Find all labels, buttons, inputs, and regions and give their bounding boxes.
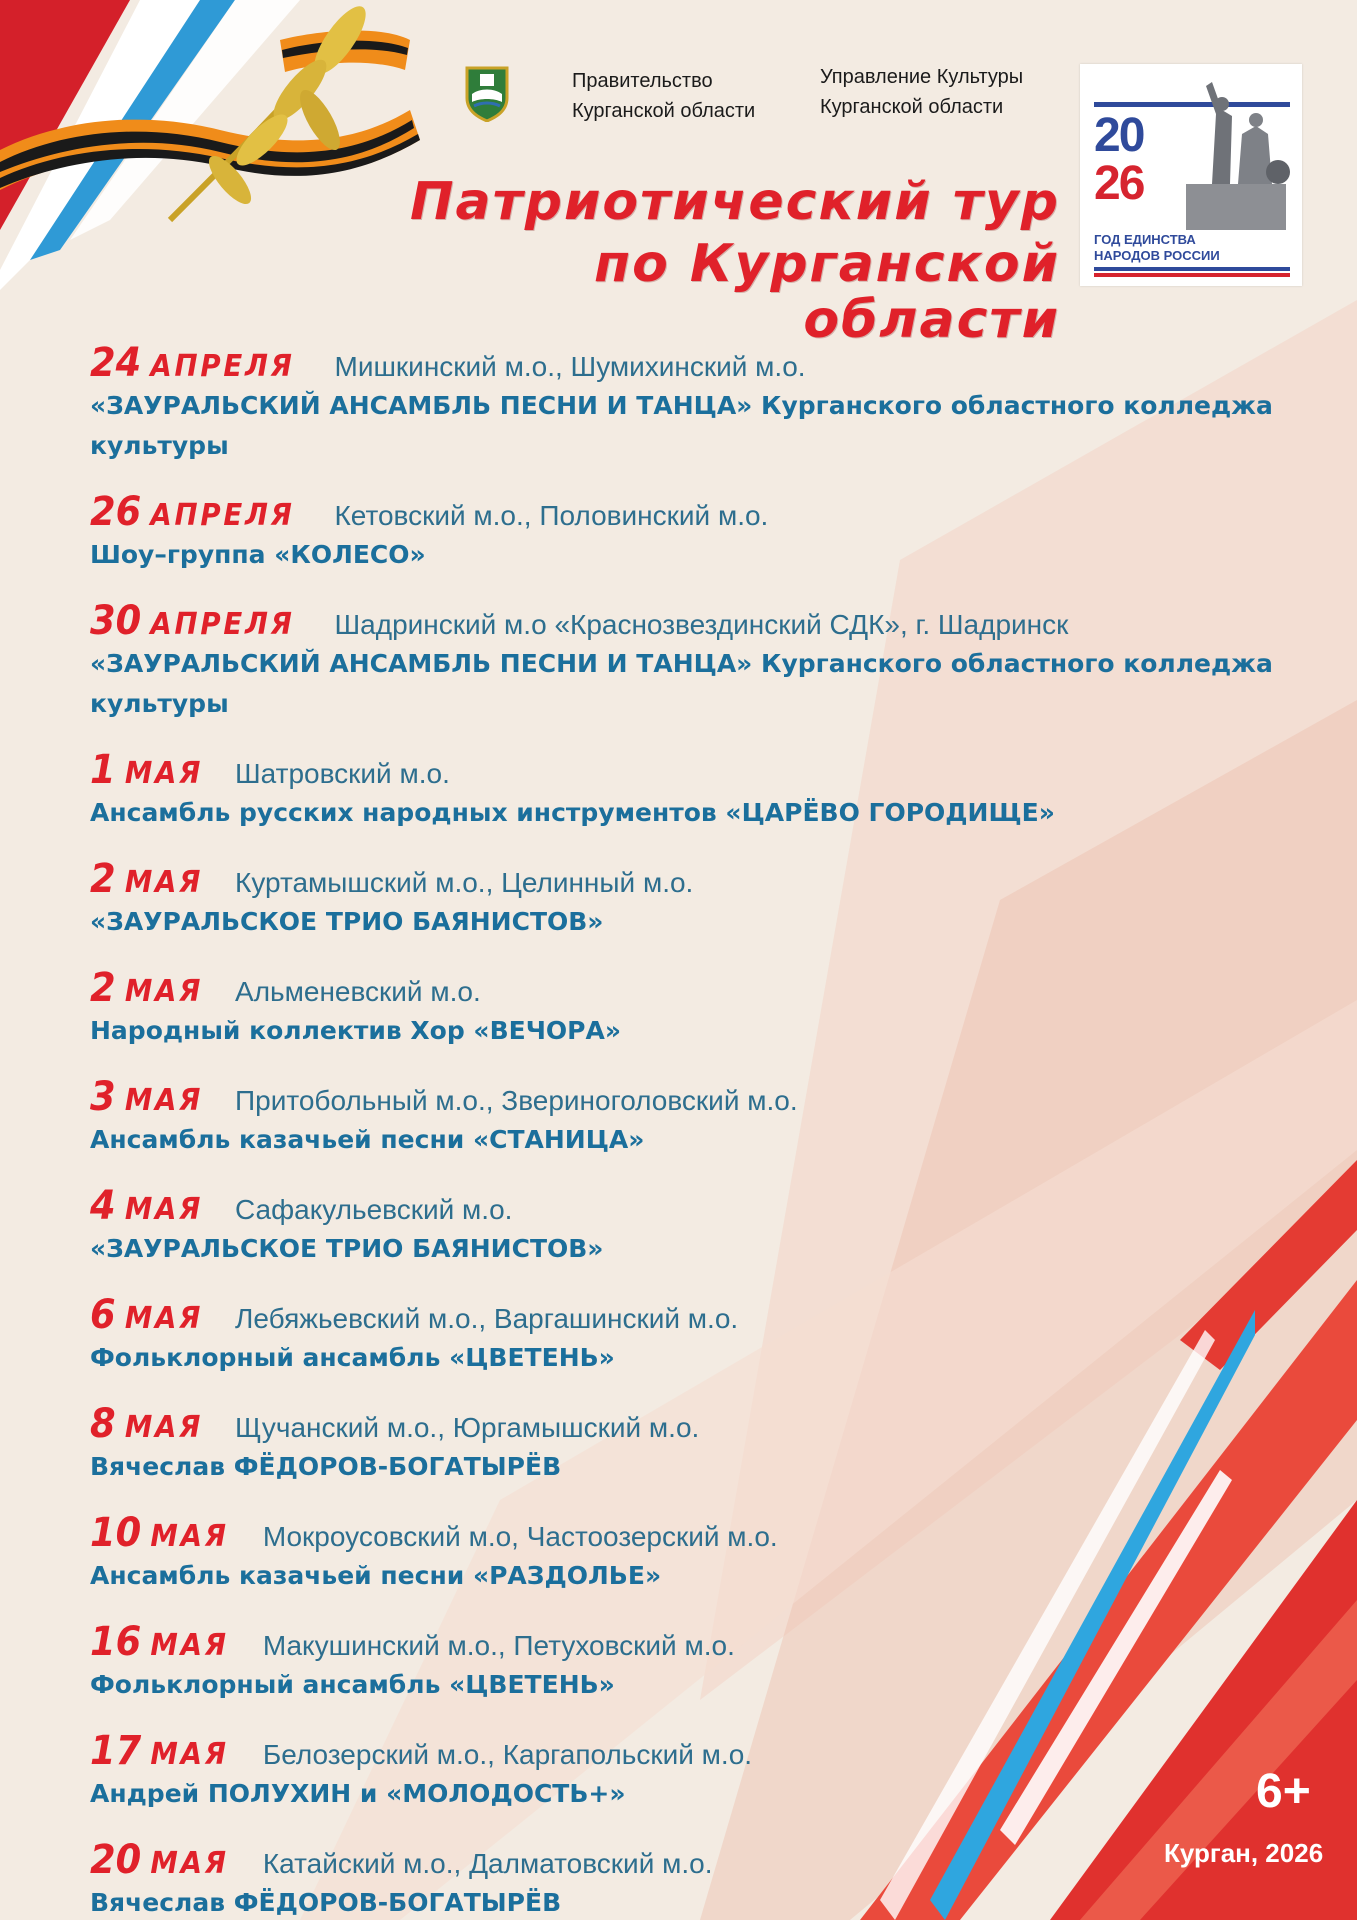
event-month: МАЯ: [150, 1737, 229, 1772]
event-item: [90, 1619, 1320, 1705]
event-performer: Шоу–группа «КОЛЕСО»: [90, 540, 426, 569]
event-date: [90, 965, 203, 1015]
event-performer: Народный коллектив Хор «ВЕЧОРА»: [90, 1016, 621, 1045]
event-item: [90, 598, 1320, 724]
event-list: [90, 340, 1320, 1920]
event-location: Катайский м.о., Далматовский м.о.: [262, 1848, 713, 1879]
logo-stripe-red-bottom: [1094, 273, 1290, 277]
event-day: 3: [90, 1074, 116, 1120]
event-performer: Андрей ПОЛУХИН и «МОЛОДОСТЬ+»: [90, 1779, 626, 1808]
event-month: МАЯ: [124, 1083, 204, 1118]
event-location: Мишкинский м.о., Шумихинский м.о.: [334, 351, 806, 382]
event-month: АПРЕЛЯ: [150, 349, 295, 384]
event-item: [90, 1292, 1320, 1378]
event-performer: «ЗАУРАЛЬСКИЙ АНСАМБЛЬ ПЕСНИ И ТАНЦА» Курганского областного колледжа культуры: [90, 391, 1273, 460]
logo-stripe-blue-bottom: [1094, 267, 1290, 271]
event-day: 24: [90, 340, 142, 386]
logo-caption: ГОД ЕДИНСТВА НАРОДОВ РОССИИ: [1094, 232, 1220, 263]
event-location: Макушинский м.о., Петуховский м.о.: [262, 1630, 735, 1661]
event-date: [90, 856, 203, 906]
event-day: 1: [90, 747, 116, 793]
event-location: Куртамышский м.о., Целинный м.о.: [235, 867, 694, 898]
event-performer: «ЗАУРАЛЬСКОЕ ТРИО БАЯНИСТОВ»: [90, 907, 604, 936]
event-date: [90, 1183, 203, 1233]
event-month: МАЯ: [124, 1301, 204, 1336]
event-item: [90, 1401, 1320, 1487]
event-date: [90, 489, 295, 539]
poster-title-line2: по Курганской области: [594, 234, 1060, 350]
event-performer: «ЗАУРАЛЬСКИЙ АНСАМБЛЬ ПЕСНИ И ТАНЦА» Курганского областного колледжа культуры: [90, 649, 1273, 718]
event-day: 10: [90, 1510, 142, 1556]
event-item: [90, 340, 1320, 466]
event-item: [90, 489, 1320, 575]
event-date: [90, 1837, 229, 1887]
age-rating: 6+: [1256, 1765, 1311, 1818]
event-day: 26: [90, 489, 142, 535]
event-date: [90, 1292, 203, 1342]
event-performer: Ансамбль русских народных инструментов «ЦАРЁВО ГОРОДИЩЕ»: [90, 798, 1055, 827]
event-item: [90, 1837, 1320, 1920]
poster-title-line1: Патриотический тур: [409, 172, 1060, 232]
event-performer: Фольклорный ансамбль «ЦВЕТЕНЬ»: [90, 1343, 615, 1372]
event-performer: Ансамбль казачьей песни «РАЗДОЛЬЕ»: [90, 1561, 662, 1590]
event-item: [90, 1183, 1320, 1269]
event-location: Мокроусовский м.о, Частоозерский м.о.: [262, 1521, 778, 1552]
org-government-label: Правительство Курганской области: [572, 70, 756, 122]
event-location: Притобольный м.о., Звериноголовский м.о.: [235, 1085, 798, 1116]
event-month: МАЯ: [150, 1519, 229, 1554]
event-item: [90, 965, 1320, 1051]
year-of-unity-logo: [1080, 64, 1302, 286]
event-item: [90, 1074, 1320, 1160]
event-performer: Вячеслав ФЁДОРОВ-БОГАТЫРЁВ: [90, 1888, 562, 1917]
event-month: МАЯ: [124, 1192, 204, 1227]
event-location: Сафакульевский м.о.: [235, 1194, 513, 1225]
event-date: [90, 747, 203, 797]
event-performer: Ансамбль казачьей песни «СТАНИЦА»: [90, 1125, 645, 1154]
event-location: Щучанский м.о., Юргамышский м.о.: [235, 1412, 700, 1443]
event-item: [90, 747, 1320, 833]
event-month: АПРЕЛЯ: [150, 498, 295, 533]
monument-icon: [1176, 74, 1296, 234]
event-day: 20: [90, 1837, 142, 1883]
event-location: Кетовский м.о., Половинский м.о.: [334, 500, 769, 531]
event-location: Шадринский м.о «Краснозвездинский СДК», г. Шадринск: [334, 609, 1069, 640]
region-emblem-icon: [464, 64, 510, 122]
event-performer: «ЗАУРАЛЬСКОЕ ТРИО БАЯНИСТОВ»: [90, 1234, 604, 1263]
event-day: 4: [90, 1183, 116, 1229]
event-month: МАЯ: [150, 1628, 229, 1663]
event-performer: Вячеслав ФЁДОРОВ-БОГАТЫРЁВ: [90, 1452, 562, 1481]
event-item: [90, 1510, 1320, 1596]
event-month: АПРЕЛЯ: [150, 607, 295, 642]
event-day: 2: [90, 856, 116, 902]
logo-year-bottom: 26: [1094, 157, 1144, 210]
event-day: 2: [90, 965, 116, 1011]
event-item: [90, 856, 1320, 942]
event-month: МАЯ: [124, 974, 204, 1009]
place-year: Курган, 2026: [1164, 1838, 1324, 1868]
event-date: [90, 1510, 229, 1560]
event-item: [90, 1728, 1320, 1814]
event-date: [90, 340, 295, 390]
event-date: [90, 1074, 203, 1124]
event-day: 6: [90, 1292, 116, 1338]
event-date: [90, 1401, 203, 1451]
event-date: [90, 1728, 229, 1778]
event-date: [90, 598, 295, 648]
event-performer: Фольклорный ансамбль «ЦВЕТЕНЬ»: [90, 1670, 615, 1699]
event-day: 30: [90, 598, 142, 644]
event-month: МАЯ: [150, 1846, 229, 1881]
event-location: Шатровский м.о.: [235, 758, 450, 789]
event-day: 8: [90, 1401, 116, 1447]
org-culture-label: Управление Культуры Курганской области: [820, 66, 1024, 118]
event-month: МАЯ: [124, 865, 204, 900]
event-location: Белозерский м.о., Каргапольский м.о.: [262, 1739, 753, 1770]
event-month: МАЯ: [124, 756, 204, 791]
event-day: 17: [90, 1728, 142, 1774]
event-day: 16: [90, 1619, 142, 1665]
event-date: [90, 1619, 229, 1669]
event-location: Лебяжьевский м.о., Варгашинский м.о.: [235, 1303, 739, 1334]
logo-year-top: 20: [1094, 109, 1144, 162]
event-location: Альменевский м.о.: [235, 976, 481, 1007]
event-month: МАЯ: [124, 1410, 204, 1445]
